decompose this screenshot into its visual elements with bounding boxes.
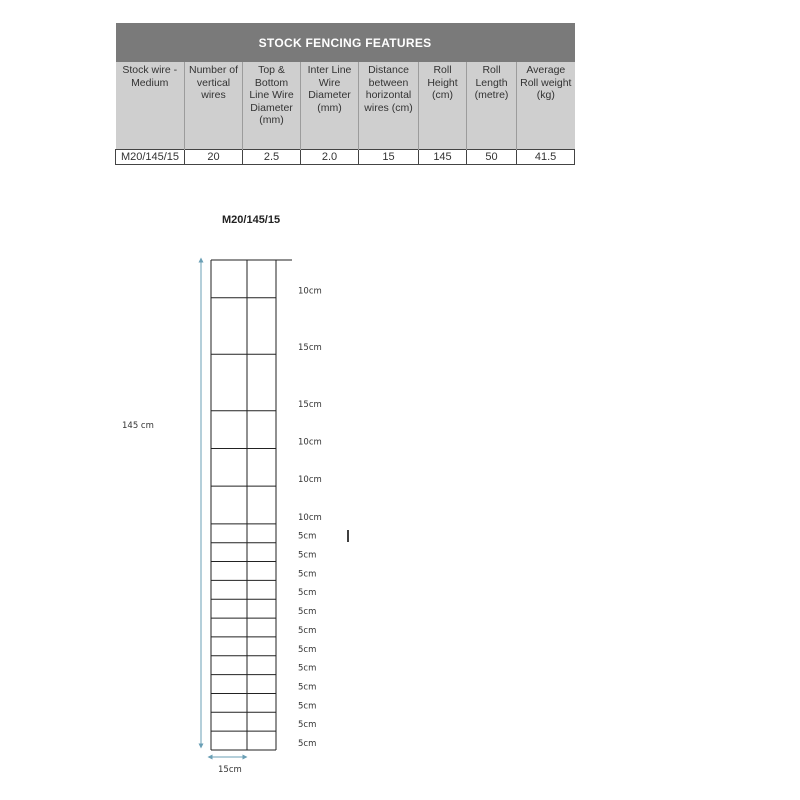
column-header: Roll Height (cm) [419,62,467,150]
table-title: STOCK FENCING FEATURES [116,23,575,62]
column-header: Average Roll weight (kg) [517,62,575,150]
column-header: Number of vertical wires [185,62,243,150]
table-cell: 145 [419,150,467,165]
spacing-label: 10cm [298,475,322,486]
spacing-label: 5cm [298,531,317,542]
table-cell: 41.5 [517,150,575,165]
spacing-label: 5cm [298,550,317,561]
column-header: Top & Bottom Line Wire Diameter (mm) [243,62,301,150]
spacing-label: 5cm [298,607,317,618]
table-cell: 2.0 [301,150,359,165]
height-label: 145 cm [122,421,154,431]
table-cell: 50 [467,150,517,165]
table-cell: 2.5 [243,150,301,165]
spacing-labels [298,287,322,749]
table-cell: 20 [185,150,243,165]
spacing-label: 5cm [298,739,317,749]
spacing-label: 5cm [298,663,317,674]
spacing-label: 5cm [298,701,317,712]
spacing-label: 10cm [298,437,322,448]
diagram-title: M20/145/15 [222,214,281,226]
spacing-label: 5cm [298,625,317,636]
width-label: 15cm [218,765,242,775]
spacing-label: 5cm [298,644,317,655]
column-header: Stock wire - Medium [116,62,185,150]
spacing-label: 10cm [298,512,322,523]
table-cell: 15 [359,150,419,165]
spacing-label: 5cm [298,682,317,693]
spacing-label: 5cm [298,720,317,731]
spacing-label: 5cm [298,588,317,599]
column-header: Distance between horizontal wires (cm) [359,62,419,150]
column-header: Inter Line Wire Diameter (mm) [301,62,359,150]
spacing-label: 15cm [298,399,322,410]
mesh-wires [211,260,292,750]
table-cell: M20/145/15 [116,150,185,165]
spacing-label: 15cm [298,343,322,354]
column-header: Roll Length (metre) [467,62,517,150]
spacing-label: 5cm [298,569,317,580]
spacing-label: 10cm [298,286,322,297]
